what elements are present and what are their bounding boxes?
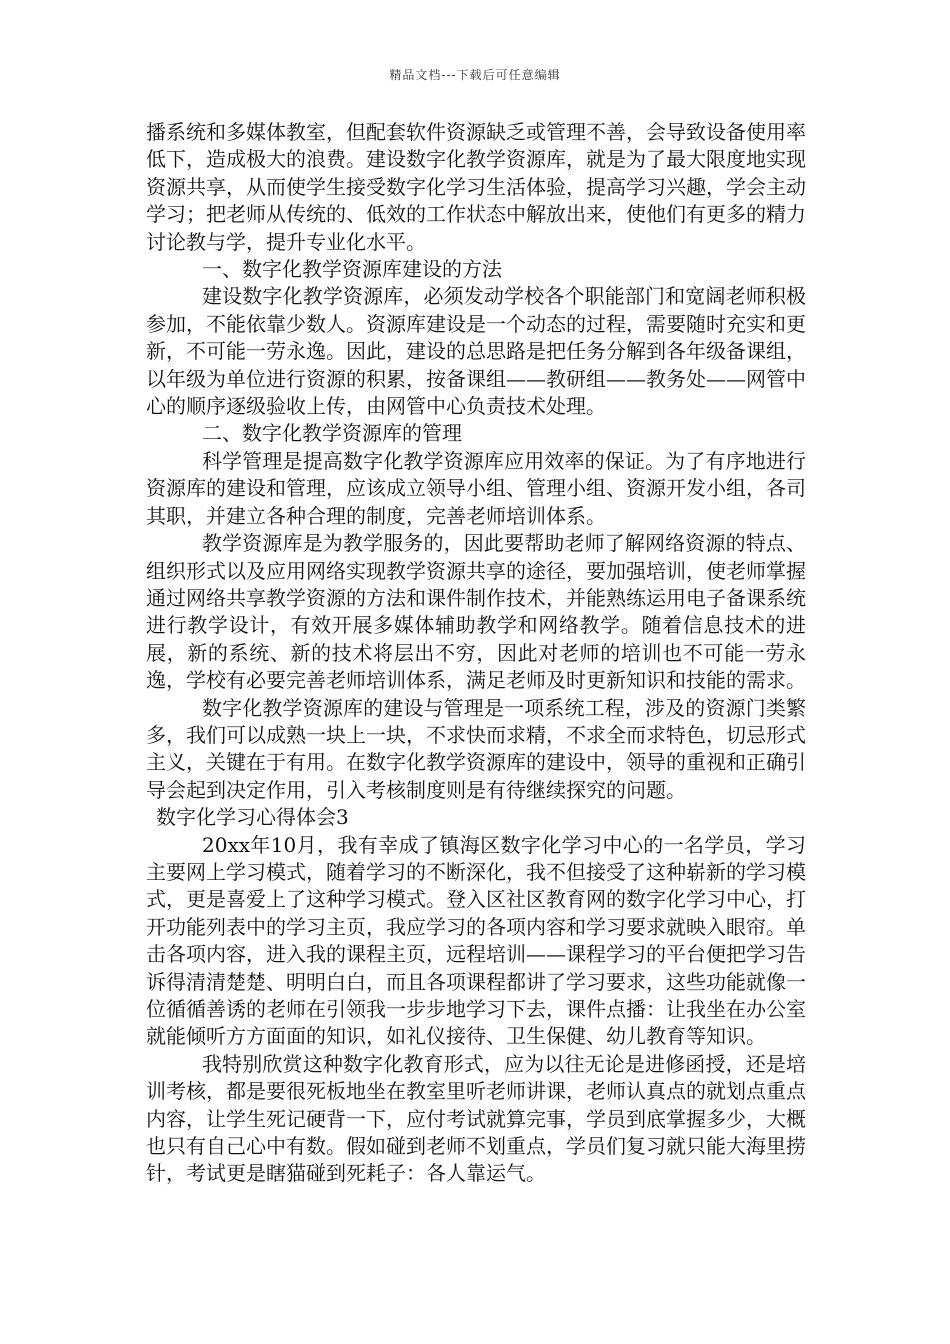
paragraph-learning-experience: 20xx年10月，我有幸成了镇海区数字化学习中心的一名学员，学习主要网上学习模式，随着学习的不断深化，我不但接受了这种崭新的学习模式，更是喜爱上了这种学习模式。登入区社区教育网的数字化学习中心，打开功能列表中的学习主页，我应学习的各项内容和学习要求就映入眼帘。单击各项内容，进入我的课程主页，远程培训——课程学习的平台便把学习告诉得清清楚楚、明明白白，而且各项课程都讲了学习要求，这些功能就像一位循循善诱的老师在引领我一步步地学习下去，课件点播：让我坐在办公室就能倾听方方面面的知识，如礼仪接待、卫生保健、幼儿教育等知识。 — [146, 832, 806, 1049]
article-title-3: 数字化学习心得体会3 — [156, 805, 349, 830]
paragraph-appreciation: 我特别欣赏这种数字化教育形式，应为以往无论是进修函授，还是培训考核，都是要很死板地坐在教室里听老师讲课，老师认真点的就划点重点内容，让学生死记硬背一下，应付考试就算完事，学员到底掌握多少，大概也只有自己心中有数。假如碰到老师不划重点，学员们复习就只能大海里捞针，考试更是瞎猫碰到死耗子：各人靠运气。 — [146, 1051, 806, 1186]
section-heading-2: 二、数字化教学资源库的管理 — [202, 421, 462, 446]
paragraph-system-engineering: 数字化教学资源库的建设与管理是一项系统工程，涉及的资源门类繁多，我们可以成熟一块上一块，不求快而求精，不求全而求特色，切忌形式主义，关键在于有用。在数字化教学资源库的建设中，领导的重视和正确引导会起到决定作用，引入考核制度则是有待继续探究的问题。 — [146, 695, 806, 802]
page-header: 精品文档---下载后可任意编辑 — [389, 68, 561, 82]
section-heading-1: 一、数字化教学资源库建设的方法 — [202, 257, 502, 282]
paragraph-teacher-training: 教学资源库是为教学服务的，因此要帮助老师了解网络资源的特点、组织形式以及应用网络实现教学资源共享的途径，要加强培训，使老师掌握通过网络共享教学资源的方法和课件制作技术，并能熟练运用电子备课系统进行教学设计，有效开展多媒体辅助教学和网络教学。随着信息技术的进展，新的系统、新的技术将层出不穷，因此对老师的培训也不可能一劳永逸，学校有必要完善老师培训体系，满足老师及时更新知识和技能的需求。 — [146, 531, 806, 693]
paragraph-intro-continued: 播系统和多媒体教室，但配套软件资源缺乏或管理不善，会导致设备使用率低下，造成极大的浪费。建设数字化教学资源库，就是为了最大限度地实现资源共享，从而使学生接受数字化学习生活体验，提高学习兴趣，学会主动学习；把老师从传统的、低效的工作状态中解放出来，使他们有更多的精力讨论教与学，提升专业化水平。 — [146, 120, 806, 254]
document-body — [146, 119, 806, 1188]
paragraph-management: 科学管理是提高数字化教学资源库应用效率的保证。为了有序地进行资源库的建设和管理，应该成立领导小组、管理小组、资源开发小组，各司其职，并建立各种合理的制度，完善老师培训体系。 — [146, 448, 806, 528]
paragraph-construction-method: 建设数字化教学资源库，必须发动学校各个职能部门和宽阔老师积极参加，不能依靠少数人。资源库建设是一个动态的过程，需要随时充实和更新，不可能一劳永逸。因此，建设的总思路是把任务分解到各年级备课组，以年级为单位进行资源的积累，按备课组——教研组——教务处——网管中心的顺序逐级验收上传，由网管中心负责技术处理。 — [146, 284, 806, 419]
